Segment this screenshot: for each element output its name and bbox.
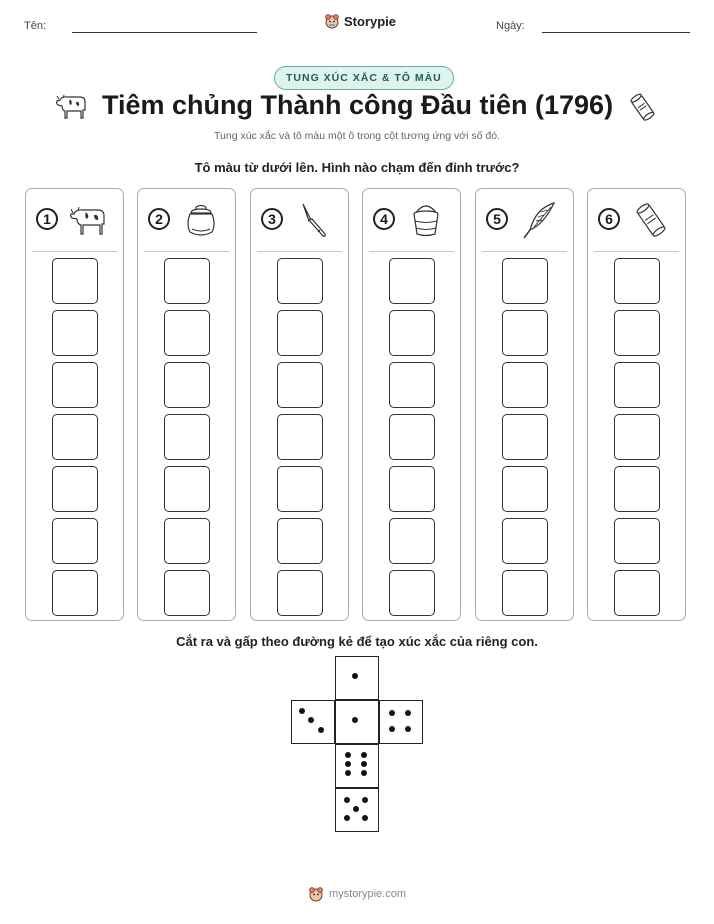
die-pip bbox=[362, 815, 368, 821]
die-pip bbox=[361, 770, 367, 776]
die-pip bbox=[405, 726, 411, 732]
die-face-1b bbox=[335, 700, 379, 744]
die-face-3 bbox=[291, 700, 335, 744]
die-pip bbox=[308, 717, 314, 723]
brand-name: Storypie bbox=[344, 13, 397, 29]
die-pip bbox=[344, 815, 350, 821]
die-pip bbox=[361, 752, 367, 758]
die-face-1 bbox=[335, 656, 379, 700]
die-pip bbox=[405, 710, 411, 716]
instruction-text: Tô màu từ dưới lên. Hình nào chạm đến đỉnh trước? bbox=[194, 160, 520, 175]
die-pip bbox=[352, 673, 358, 679]
page-title: Tiêm chủng Thành công Đầu tiên (1796) bbox=[102, 90, 614, 120]
cut-instruction: Cắt ra và gấp theo đường kẻ để tạo xúc xắc của riêng con. bbox=[176, 634, 538, 649]
column-number: 3 bbox=[261, 208, 283, 230]
die-pip bbox=[299, 708, 305, 714]
column-number: 4 bbox=[373, 208, 395, 230]
page-subtitle: Tung xúc xắc và tô màu một ô trong cột tương ứng với số đó. bbox=[214, 130, 500, 142]
column-number: 5 bbox=[486, 208, 508, 230]
die-face-4 bbox=[379, 700, 423, 744]
date-label: Ngày: bbox=[496, 20, 525, 32]
die-pip bbox=[352, 717, 358, 723]
storypie-mascot-icon bbox=[308, 886, 324, 902]
die-pip bbox=[362, 797, 368, 803]
die-pip bbox=[389, 710, 395, 716]
die-face-6 bbox=[335, 744, 379, 788]
name-label: Tên: bbox=[24, 20, 47, 32]
footer bbox=[308, 886, 406, 902]
column-number: 2 bbox=[148, 208, 170, 230]
die-pip bbox=[318, 727, 324, 733]
die-pip bbox=[345, 761, 351, 767]
footer-url[interactable]: mystorypie.com bbox=[329, 888, 407, 900]
die-pip bbox=[389, 726, 395, 732]
die-pip bbox=[345, 770, 351, 776]
activity-badge: TUNG XÚC XẮC & TÔ MÀU bbox=[274, 66, 454, 90]
die-face-5 bbox=[335, 788, 379, 832]
die-pip bbox=[344, 797, 350, 803]
die-pip bbox=[361, 761, 367, 767]
column-number: 1 bbox=[36, 208, 58, 230]
die-pip bbox=[353, 806, 359, 812]
column-number: 6 bbox=[598, 208, 620, 230]
die-pip bbox=[345, 752, 351, 758]
